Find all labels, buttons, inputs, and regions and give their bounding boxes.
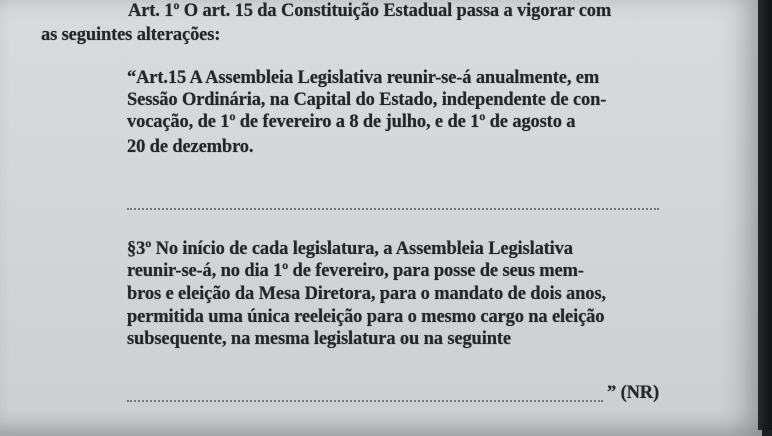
- omitted-text-dotted-line: [127, 208, 659, 210]
- closing-dotted-line: [127, 400, 603, 402]
- quoted-article-line-4: 20 de dezembro.: [127, 137, 254, 157]
- quoted-article-line-1: “Art.15 A Assembleia Legislativa reunir-se-á anualmente, em: [127, 68, 600, 88]
- nr-marker: ” (NR): [607, 383, 660, 403]
- paragraph-3-line-1: §3º No início de cada legislatura, a Assembleia Legislativa: [127, 239, 573, 259]
- paragraph-3-line-4: permitida uma única reeleição para o mesmo cargo na eleição: [127, 307, 605, 327]
- paragraph-3-line-3: bros e eleição da Mesa Diretora, para o mandato de dois anos,: [127, 284, 606, 304]
- article-intro-line-2: as seguintes alterações:: [41, 25, 221, 45]
- quoted-article-line-2: Sessão Ordinária, na Capital do Estado, independente de con-: [127, 90, 607, 110]
- article-intro-line-1: Art. 1º O art. 15 da Constituição Estadual passa a vigorar com: [128, 1, 612, 21]
- paragraph-3-line-5: subsequente, na mesma legislatura ou na seguinte: [127, 329, 511, 349]
- paragraph-3-line-2: reunir-se-á, no dia 1º de fevereiro, para posse de seus mem-: [127, 261, 584, 281]
- quoted-article-line-3: vocação, de 1º de fevereiro a 8 de julho, e de 1º de agosto a: [127, 112, 576, 132]
- dark-photo-edge: [758, 0, 772, 430]
